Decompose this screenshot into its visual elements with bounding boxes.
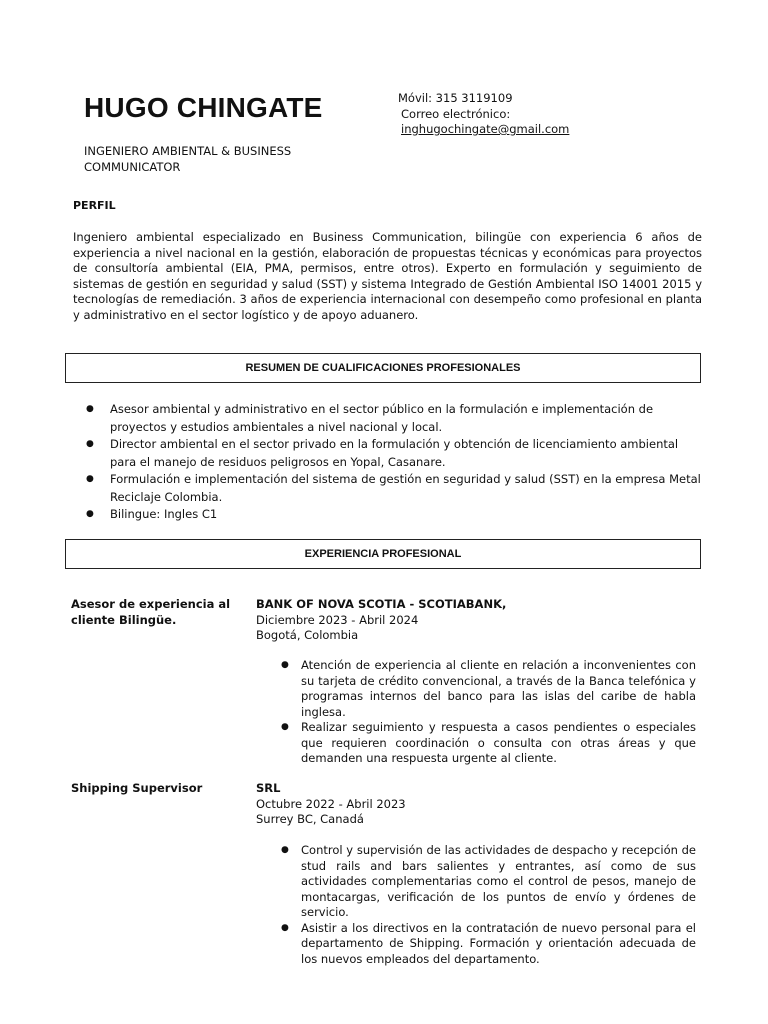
email-label: Correo electrónico: <box>401 106 511 121</box>
qualifications-list <box>86 401 701 524</box>
list-item: ● Formulación e implementación del sistema de gestión en seguridad y salud (SST) en la empresa Metal Reciclaje Colombia. <box>86 471 701 506</box>
job-location: Surrey BC, Canadá <box>256 812 364 826</box>
email-link[interactable]: inghugochingate@gmail.com <box>401 122 570 136</box>
job-dates: Octubre 2022 - Abril 2023 <box>256 796 406 811</box>
contact-block <box>398 91 569 138</box>
list-item: ● Control y supervisión de las actividades de despacho y recepción de stud rails and bars salientes y entrantes, así como de sus actividades complementarias como el control de pesos, manejo de montacargas, verificación de los puntos de envío y órdenes de servicio. <box>281 843 696 921</box>
profile-heading: PERFIL <box>73 199 116 212</box>
job-title: Shipping Supervisor <box>71 781 203 795</box>
list-item: ● Director ambiental en el sector privado en la formulación y obtención de licenciamiento ambiental para el manejo de residuos peligrosos en Yopal, Casanare. <box>86 436 701 471</box>
list-item: ● Asistir a los directivos en la contratación de nuevo personal para el departamento de Shipping. Formación y orientación adecuada de los nuevos empleados del departamento. <box>281 921 696 968</box>
company-name: SRL <box>256 781 281 795</box>
phone-number: Móvil: 315 3119109 <box>398 91 513 105</box>
qualifications-heading: RESUMEN DE CUALIFICACIONES PROFESIONALES <box>65 353 701 383</box>
job-location: Bogotá, Colombia <box>256 628 359 642</box>
job-header <box>256 781 406 828</box>
job-title: Asesor de experiencia al cliente Bilingüe. <box>71 597 231 627</box>
candidate-name: HUGO CHINGATE <box>84 92 323 123</box>
job-duties <box>281 658 696 767</box>
company-name: BANK OF NOVA SCOTIA - SCOTIABANK, <box>256 597 507 611</box>
list-item: ● Bilingue: Ingles C1 <box>86 506 701 524</box>
professional-title: INGENIERO AMBIENTAL & BUSINESS COMMUNICATOR <box>84 144 292 174</box>
list-item: ● Asesor ambiental y administrativo en el sector público en la formulación e implementación de proyectos y estudios ambientales a nivel nacional y local. <box>86 401 701 436</box>
job-dates: Diciembre 2023 - Abril 2024 <box>256 612 419 627</box>
job-duties <box>281 843 696 967</box>
profile-text: Ingeniero ambiental especializado en Business Communication, bilingüe con experiencia 6 años de experiencia a nivel nacional en la gestión, elaboración de propuestas técnicas y económicas para proyectos de consultoría ambiental (EIA, PMA, permisos, entre otros). Experto en formulación y seguimiento de sistemas de gestión en seguridad y salud (SST) y sistema Integrado de Gestión Ambiental ISO 14001 2015 y tecnologías de remediación. 3 años de experiencia internacional con desempeño como profesional en planta y administrativo en el sector logístico y de apoyo aduanero. <box>73 230 702 322</box>
experience-heading: EXPERIENCIA PROFESIONAL <box>65 539 701 569</box>
job-header <box>256 597 506 644</box>
list-item: ● Atención de experiencia al cliente en relación a inconvenientes con su tarjeta de crédito convencional, a través de la Banca telefónica y programas internos del banco para las islas del caribe de habla inglesa. <box>281 658 696 720</box>
list-item: ● Realizar seguimiento y respuesta a casos pendientes o especiales que requieren coordinación o consulta con otras áreas y que demanden una respuesta urgente al cliente. <box>281 720 696 767</box>
